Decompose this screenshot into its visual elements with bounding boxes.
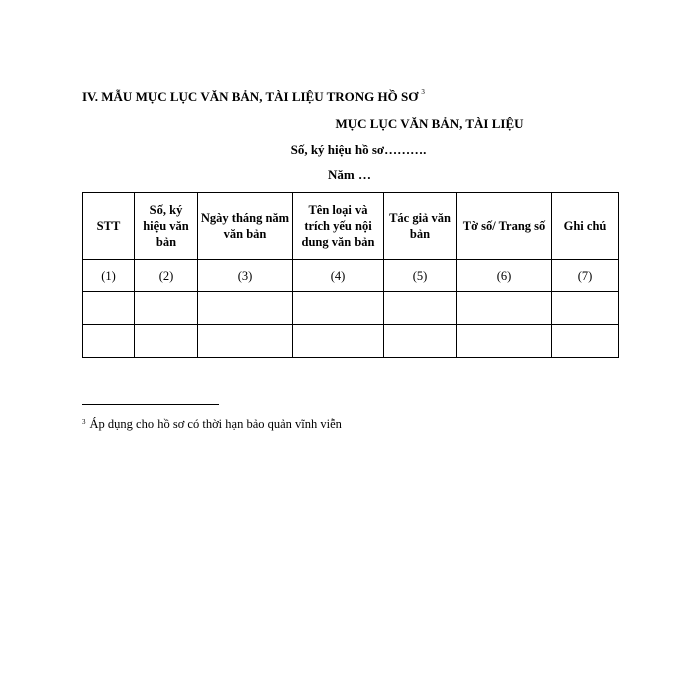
header-sheet-page: Tờ số/ Trang số bbox=[457, 193, 552, 260]
footnote-divider bbox=[82, 404, 219, 405]
table-row bbox=[83, 292, 619, 325]
section-heading-text: IV. MẪU MỤC LỤC VĂN BẢN, TÀI LIỆU TRONG HỒ SƠ bbox=[82, 89, 419, 104]
year-line: Năm … bbox=[328, 167, 371, 182]
column-number: (7) bbox=[552, 260, 619, 292]
table-cell[interactable] bbox=[198, 325, 293, 358]
table-cell[interactable] bbox=[135, 325, 198, 358]
column-number-row bbox=[83, 260, 619, 292]
table-cell[interactable] bbox=[293, 292, 384, 325]
footnote-reference[interactable]: 3 bbox=[421, 88, 425, 96]
table-cell[interactable] bbox=[457, 292, 552, 325]
column-number: (5) bbox=[384, 260, 457, 292]
table-cell[interactable] bbox=[135, 292, 198, 325]
header-document-code: Số, ký hiệu văn bản bbox=[135, 193, 198, 260]
document-title: MỤC LỤC VĂN BẢN, TÀI LIỆU bbox=[335, 116, 524, 131]
column-number: (6) bbox=[457, 260, 552, 292]
table-cell[interactable] bbox=[83, 292, 135, 325]
table-cell[interactable] bbox=[457, 325, 552, 358]
table-cell[interactable] bbox=[552, 325, 619, 358]
header-document-date: Ngày tháng năm văn bản bbox=[198, 193, 293, 260]
column-number: (2) bbox=[135, 260, 198, 292]
table-header-row bbox=[83, 193, 619, 260]
table-cell[interactable] bbox=[384, 325, 457, 358]
column-number: (4) bbox=[293, 260, 384, 292]
column-number: (1) bbox=[83, 260, 135, 292]
header-notes: Ghi chú bbox=[552, 193, 619, 260]
table-cell[interactable] bbox=[83, 325, 135, 358]
table-cell[interactable] bbox=[293, 325, 384, 358]
table-cell[interactable] bbox=[384, 292, 457, 325]
document-index-table bbox=[82, 192, 619, 358]
section-heading bbox=[82, 89, 425, 105]
file-code-line: Số, ký hiệu hồ sơ………. bbox=[290, 142, 427, 157]
table-cell[interactable] bbox=[552, 292, 619, 325]
footnote bbox=[82, 417, 342, 432]
column-number: (3) bbox=[198, 260, 293, 292]
table-cell[interactable] bbox=[198, 292, 293, 325]
footnote-text: Áp dụng cho hồ sơ có thời hạn bảo quản vĩnh viễn bbox=[89, 417, 342, 431]
table-row bbox=[83, 325, 619, 358]
header-type-and-summary: Tên loại và trích yếu nội dung văn bản bbox=[293, 193, 384, 260]
footnote-marker: 3 bbox=[82, 418, 86, 426]
header-stt: STT bbox=[83, 193, 135, 260]
header-author: Tác giả văn bản bbox=[384, 193, 457, 260]
